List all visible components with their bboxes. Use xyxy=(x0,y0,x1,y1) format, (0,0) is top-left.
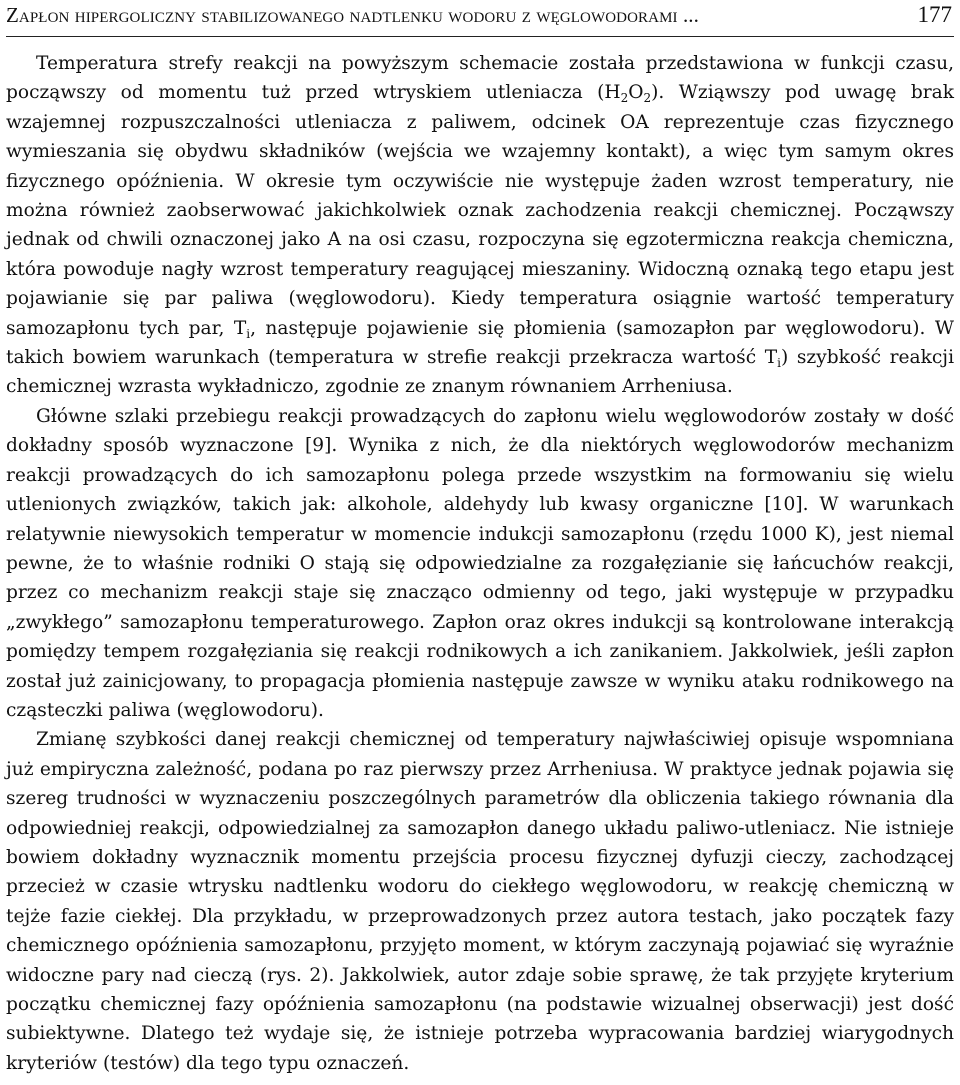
subscript: 2 xyxy=(643,91,652,106)
subscript: i xyxy=(246,326,251,341)
paragraph-1-part-e: ) szybkość reakcji chemicznej wzrasta wykładniczo, zgodnie ze znanym równaniem Arrheniusa. xyxy=(6,347,955,398)
subscript: i xyxy=(777,356,781,371)
paragraph-2: Główne szlaki przebiegu reakcji prowadzących do zapłonu wielu węglowodorów zostały w dość dokładny sposób wyznaczone [9]. Wynika z nich, że dla niektórych węglowodorów mechanizm reakcji prowadzących do ich samozapłonu polega przede wszystkim na formowaniu się wielu utlenionych związków, takich jak: alkohole, aldehydy lub kwasy organiczne [10]. W warunkach relatywnie niewysokich temperatur w momencie indukcji samozapłonu (rzędu 1000 K), jest niemal pewne, że to właśnie rodniki O stają się odpowiedzialne za rozgałęzianie się łańcuchów reakcji, przez co mechanizm reakcji staje się znacząco odmienny od tego, jaki występuje w przypadku „zwykłego” samozapłonu temperaturowego. Zapłon oraz okres indukcji są kontrolowane interakcją pomiędzy tempem rozgałęziania się reakcji rodnikowych a ich zanikaniem. Jakkolwiek, jeśli zapłon został już zainicjowany, to propagacja płomienia następuje zawsze w wyniku ataku rodnikowego na cząsteczki paliwa (węglowodoru). xyxy=(6,405,954,721)
paragraph-3: Zmianę szybkości danej reakcji chemicznej od temperatury najwłaściwiej opisuje wspomniana już empiryczna zależność, podana po raz pierwszy przez Arrheniusa. W praktyce jednak pojawia się szereg trudności w wyznaczeniu poszczególnych parametrów dla obliczenia takiego równania dla odpowiedniej reakcji, odpowiedzialnej za samozapłon danego układu paliwo-utleniacz. Nie istnieje bowiem dokładny wyznacznik momentu przejścia procesu fizycznej dyfuzji cieczy, zachodzącej przecież w czasie wtrysku nadtlenku wodoru do ciekłego węglowodoru, w reakcję chemiczną w tejże fazie ciekłej. Dla przykładu, w przeprowadzonych przez autora testach, jako początek fazy chemicznego opóźnienia samozapłonu, przyjęto moment, w którym zaczynają pojawiać się wyraźnie widoczne pary nad cieczą (rys. 2). Jakkolwiek, autor zdaje sobie sprawę, że tak przyjęte kryterium początku chemicznej fazy opóźnienia samozapłonu (na podstawie wizualnej obserwacji) jest dość subiektywne. Dlatego też wydaje się, że istnieje potrzeba wypracowania bardziej wiarygodnych kryteriów (testów) dla tego typu oznaczeń. xyxy=(6,729,954,1074)
running-title: Zapłon hipergoliczny stabilizowanego nadtlenku wodoru z węglowodorami ... xyxy=(6,3,700,27)
body-text xyxy=(6,49,954,1078)
paragraph-1 xyxy=(6,49,954,402)
running-header xyxy=(6,0,954,37)
paragraph-1-part-b: O xyxy=(628,82,644,104)
paragraph-1-part-a: Temperatura strefy reakcji na powyższym schemacie została przedstawiona w funkcji czasu, począwszy od momentu tuż przed wtryskiem utleniacza (H xyxy=(6,53,954,104)
page-number: 177 xyxy=(917,2,952,27)
paragraph-1-part-c: ). Wziąwszy pod uwagę brak wzajemnej rozpuszczalności utleniacza z paliwem, odcinek OA reprezentuje czas fizycznego wymieszania się obydwu składników (wejścia we wzajemny kontakt), a więc tym samym okres fizycznego opóźnienia. W okresie tym oczywiście nie występuje żaden wzrost temperatury, nie można również zaobserwować jakichkolwiek oznak zachodzenia reakcji chemicznej. Począwszy jednak od chwili oznaczonej jako A na osi czasu, rozpoczyna się egzotermiczna reakcja chemiczna, która powoduje nagły wzrost temperatury reagującej mieszaniny. Widoczną oznaką tego etapu jest pojawianie się par paliwa (węglowodoru). Kiedy temperatura osiągnie wartość temperatury samozapłonu tych par, T xyxy=(6,82,954,339)
paragraph-1-part-d: , następuje pojawienie się płomienia (samozapłon par węglowodoru). W takich bowiem warunkach (temperatura w strefie reakcji przekracza wartość T xyxy=(6,317,954,369)
subscript: 2 xyxy=(620,91,629,106)
